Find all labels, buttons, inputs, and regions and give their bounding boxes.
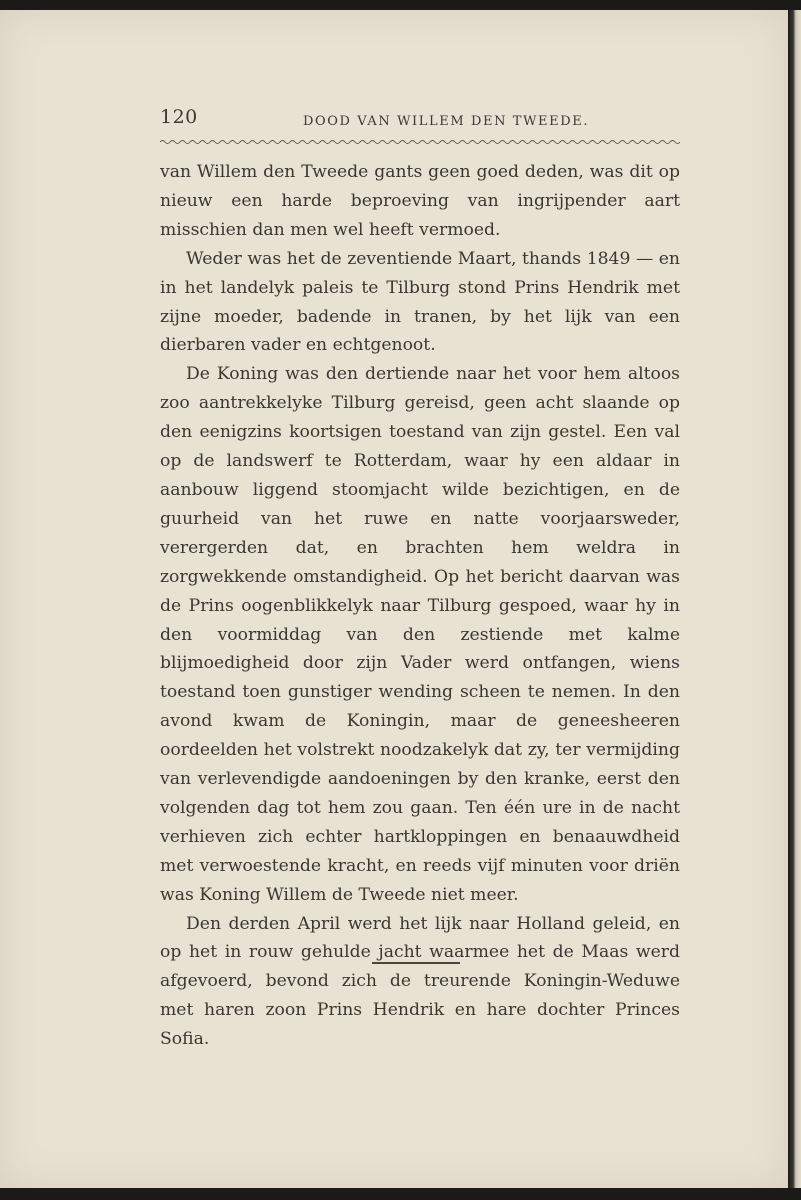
body-text bbox=[160, 158, 680, 1054]
running-title: DOOD VAN WILLEM DEN TWEEDE. bbox=[303, 114, 590, 129]
page-header bbox=[160, 106, 680, 136]
paragraph-3: De Koning was den dertiende naar het voor hem altoos zoo aantrekkelyke Tilburg gereisd, geen acht slaande op den eenigzins koortsigen toestand van zijn gestel. Een val op de landswerf te Rotterdam, waar hy een aldaar in aanbouw liggend stoomjacht wilde bezichtigen, en de guurheid van het ruwe en natte voorjaarsweder, verergerden dat, en brachten hem weldra in zorgwekkende omstandigheid. Op het bericht daarvan was de Prins oogenblikkelyk naar Tilburg gespoed, waar hy in den voormiddag van den zestiende met kalme blijmoedigheid door zijn Vader werd ontfangen, wiens toestand toen gunstiger wending scheen te nemen. In den avond kwam de Koningin, maar de geneesheeren oordeelden het volstrekt noodzakelyk dat zy, ter vermijding van verlevendigde aandoeningen by den kranke, eerst den volgenden dag tot hem zou gaan. Ten één ure in de nacht verhieven zich echter hartkloppingen en benaauwdheid met verwoestende kracht, en reeds vijf minuten voor driën was Koning Willem de Tweede niet meer. bbox=[160, 364, 680, 905]
header-wavy-rule bbox=[160, 138, 680, 146]
page-edge bbox=[788, 10, 801, 1188]
page-number: 120 bbox=[160, 106, 198, 128]
paragraph-4: Den derden April werd het lijk naar Holland geleid, en op het in rouw gehulde jacht waarmee het de Maas werd afgevoerd, bevond zich de treurende Koningin-Weduwe met haren zoon Prins Hendrik en hare dochter Princes Sofia. bbox=[160, 913, 680, 1050]
paragraph-2: Weder was het de zeventiende Maart, thands 1849 — en in het landelyk paleis te Tilburg stond Prins Hendrik met zijne moeder, badende in tranen, by het lijk van een dierbaren vader en echtgenoot. bbox=[160, 248, 680, 356]
end-rule bbox=[372, 962, 460, 964]
paragraph-1: van Willem den Tweede gants geen goed deden, was dit op nieuw een harde beproeving van ingrijpender aart misschien dan men wel heeft vermoed. bbox=[160, 162, 680, 240]
